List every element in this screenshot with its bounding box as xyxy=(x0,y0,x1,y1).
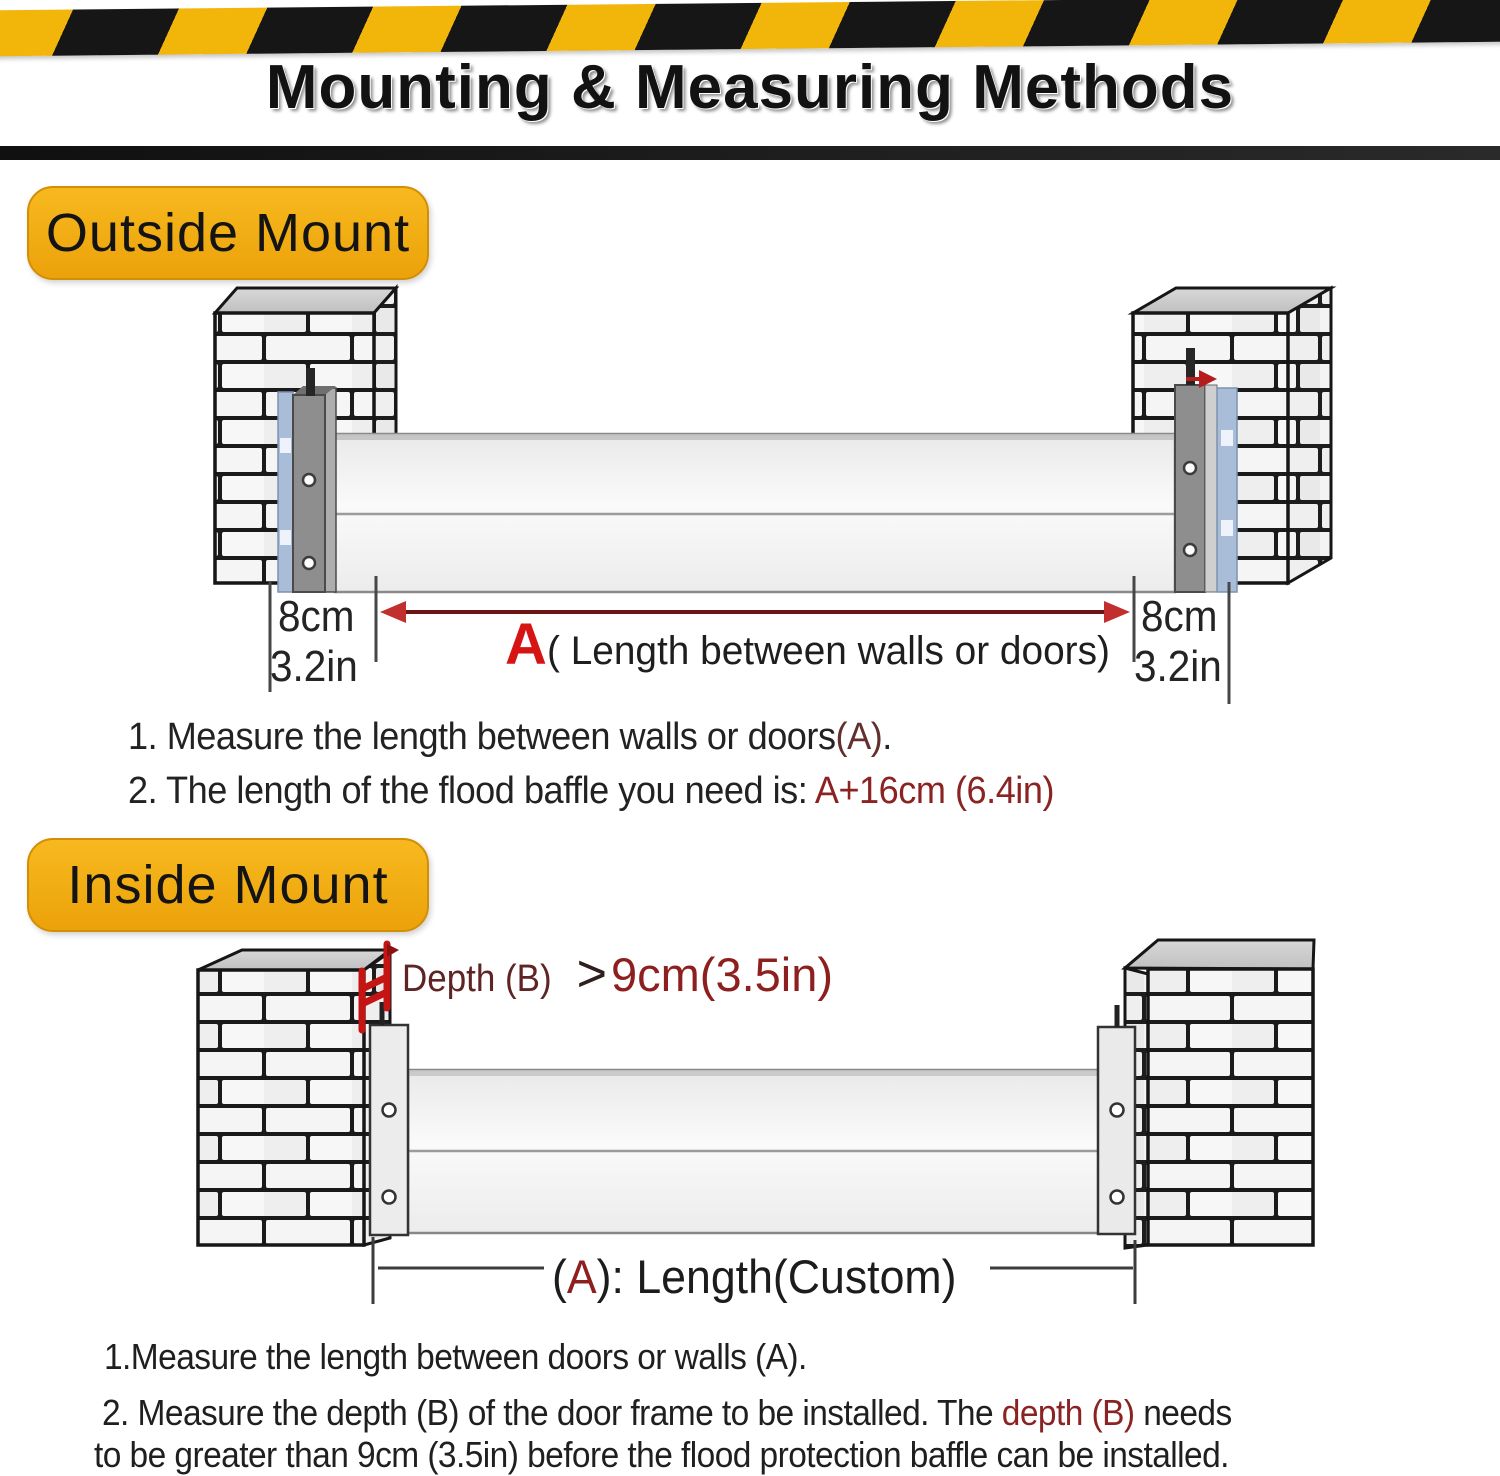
outside-step-2: 2. The length of the flood baffle you need is: A+16cm (6.4in) xyxy=(128,770,1054,812)
screw-hole xyxy=(303,557,315,569)
seal-strip-mark xyxy=(1221,430,1233,446)
screw-hole xyxy=(383,1191,396,1204)
depth-bracket-flag-icon xyxy=(387,944,399,957)
outside-span-label xyxy=(505,612,1127,677)
left-channel-pin xyxy=(306,368,315,396)
inside-step-2: 2. Measure the depth (B) of the door frame to be installed. The depth (B) needs xyxy=(102,1392,1232,1433)
right-pillar-side-face xyxy=(1288,288,1331,583)
inside-left-pillar-top-face xyxy=(198,950,390,970)
inside-step-3: to be greater than 9cm (3.5in) before the flood protection baffle can be installed. xyxy=(94,1434,1229,1475)
seal-strip-mark xyxy=(280,530,291,545)
greater-than-symbol: > xyxy=(576,945,607,1003)
right-seal-strip xyxy=(1217,388,1237,592)
inside-step-1: 1.Measure the length between doors or walls (A). xyxy=(104,1336,807,1377)
outside-mount-badge-label: Outside Mount xyxy=(45,203,411,263)
depth-value: 9cm(3.5in) xyxy=(611,948,834,1001)
screw-hole xyxy=(1184,462,1196,474)
right-mounting-channel xyxy=(1175,385,1205,592)
screw-hole xyxy=(383,1104,396,1117)
outside-right-offset-in: 3.2in xyxy=(1134,642,1222,691)
depth-annotation xyxy=(402,945,834,1003)
depth-name: Depth (B) xyxy=(402,958,552,1000)
outside-mount-badge xyxy=(27,186,429,280)
outside-step-1: 1. Measure the length between walls or doors(A). xyxy=(128,716,892,758)
span-description: ( Length between walls or doors) xyxy=(546,629,1110,673)
page-title: Mounting & Measuring Methods xyxy=(265,53,1235,122)
inside-right-brick-pillar xyxy=(1148,969,1313,1245)
screw-hole xyxy=(303,474,315,486)
left-pillar-top-face xyxy=(215,288,396,313)
seal-strip-mark xyxy=(280,438,291,453)
screw-hole xyxy=(1184,544,1196,556)
right-channel-side xyxy=(1205,385,1217,592)
barrier-top-edge xyxy=(335,434,1175,440)
inside-right-pillar-top-face xyxy=(1125,940,1314,969)
measure-arrowhead-left xyxy=(380,601,406,623)
inside-mount-badge-label: Inside Mount xyxy=(67,855,389,915)
hazard-tape-icon xyxy=(0,0,1500,56)
header-divider xyxy=(0,146,1500,160)
inside-left-brick-pillar xyxy=(198,970,364,1245)
inside-mount-badge xyxy=(27,838,429,932)
screw-hole xyxy=(1111,1191,1124,1204)
seal-strip-mark xyxy=(1221,520,1233,536)
span-letter-a: A xyxy=(505,612,547,677)
outside-left-offset-in: 3.2in xyxy=(270,642,358,691)
left-channel-side xyxy=(325,388,336,592)
length-annotation: ( A ): Length(Custom) xyxy=(552,1250,957,1303)
outside-left-offset-cm: 8cm xyxy=(278,592,355,641)
screw-hole xyxy=(1111,1104,1124,1117)
left-seal-strip xyxy=(278,392,293,592)
outside-right-offset-cm: 8cm xyxy=(1141,592,1218,641)
inside-barrier-top-edge xyxy=(408,1070,1101,1076)
